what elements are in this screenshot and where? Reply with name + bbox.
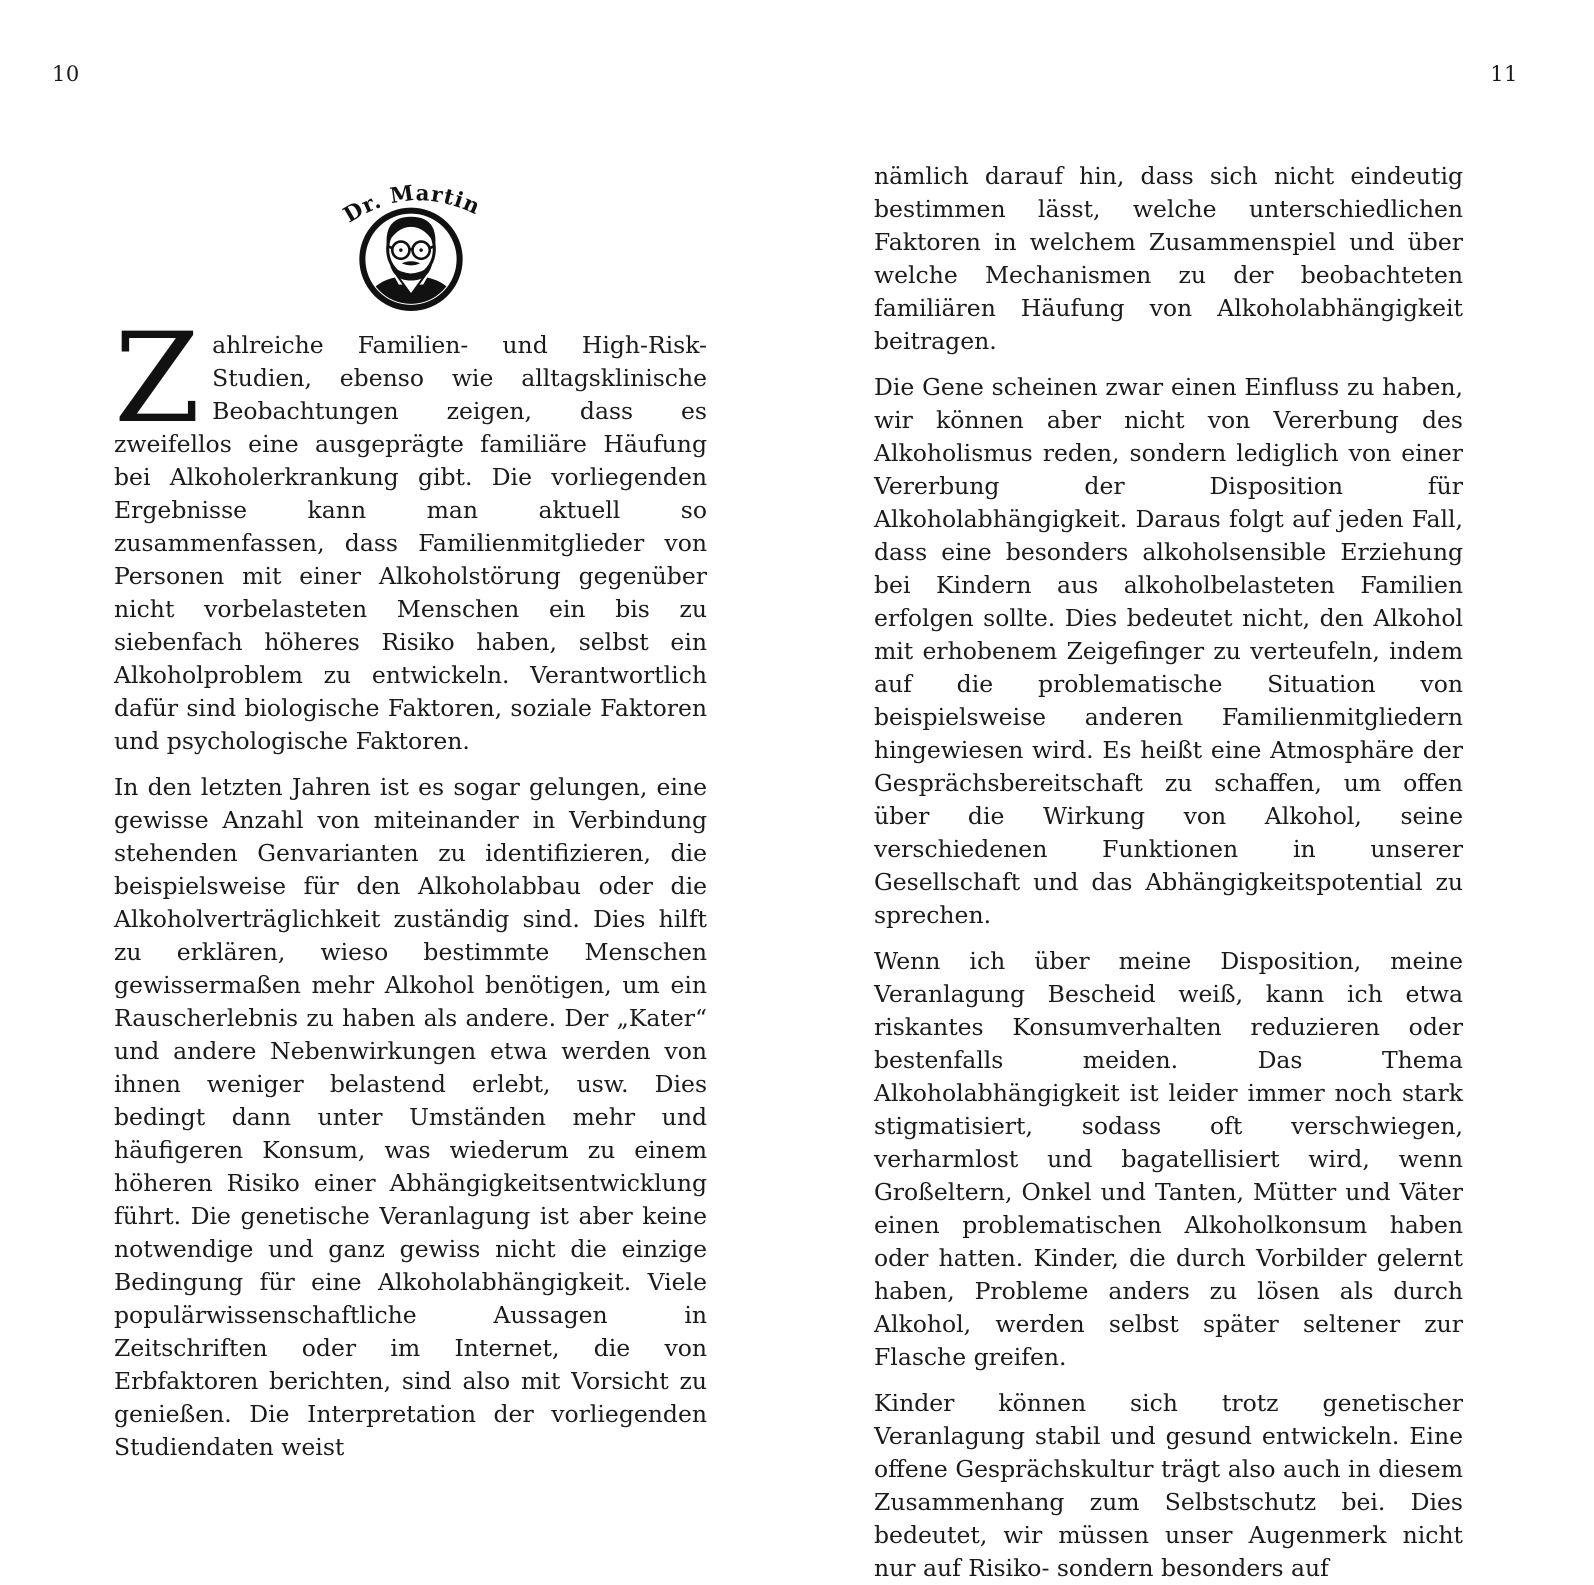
dropcap-letter: Z [114, 307, 201, 451]
paragraph-text: ahlreiche Familien- und High-Risk-Studien, ebenso wie alltagsklinische Beobachtungen zeigen, dass es zweifellos eine ausgeprägte familiäre Häufung bei Alkoholerkrankung gibt. Die vorliegenden Ergebnisse kann man aktuell so zusammenfassen, dass Familienmitglieder von Personen mit einer Alkoholstörung gegenüber nicht vorbelasteten Menschen ein bis zu siebenfach höheres Risiko haben, selbst ein Alkoholproblem zu entwickeln. Verantwortlich dafür sind biologische Faktoren, soziale Faktoren und psychologische Faktoren. [114, 331, 707, 755]
paragraph [114, 307, 707, 758]
page-number-right: 11 [1490, 62, 1518, 86]
paragraph [874, 371, 1463, 932]
dr-martin-avatar-icon [306, 162, 516, 314]
paragraph-text: Kinder können sich trotz genetischer Veranlagung stabil und gesund entwickeln. Eine offene Gesprächskultur trägt also auch in diesem Zusammenhang zum Selbstschutz bei. Dies bedeutet, wir müssen unser Augenmerk nicht nur auf Risiko- sondern besonders auf [874, 1389, 1463, 1582]
paragraph [874, 160, 1463, 358]
paragraph [114, 771, 707, 1464]
paragraph-text: In den letzten Jahren ist es sogar gelungen, eine gewisse Anzahl von miteinander in Verbindung stehenden Genvarianten zu identifizieren, die beispielsweise für den Alkoholabbau oder die Alkoholverträglichkeit zuständig sind. Dies hilft zu erklären, wieso bestimmte Menschen gewissermaßen mehr Alkohol benötigen, um ein Rauscherlebnis zu haben als andere. Der „Kater“ und andere Nebenwirkungen etwa werden von ihnen weniger belastend erlebt, usw. Dies bedingt dann unter Umständen mehr und häufigeren Konsum, was wiederum zu einem höheren Risiko einer Abhängigkeitsentwicklung führt. Die genetische Veranlagung ist aber keine notwendige und ganz gewiss nicht die einzige Bedingung für eine Alkoholabhängigkeit. Viele populärwissenschaftliche Aussagen in Zeitschriften oder im Internet, die von Erbfaktoren berichten, sind also mit Vorsicht zu genießen. Die Interpretation der vorliegenden Studiendaten weist [114, 773, 707, 1461]
paragraph [874, 945, 1463, 1374]
page-number-left: 10 [52, 62, 80, 86]
paragraph [874, 1387, 1463, 1585]
paragraph-text: Die Gene scheinen zwar einen Einfluss zu haben, wir können aber nicht von Vererbung des Alkoholismus reden, sondern lediglich von einer Vererbung der Disposition für Alkoholabhängigkeit. Daraus folgt auf jeden Fall, dass eine besonders alkoholsensible Erziehung bei Kindern aus alkoholbelasteten Familien erfolgen sollte. Dies bedeutet nicht, den Alkohol mit erhobenem Zeigefinger zu verteufeln, indem auf die problematische Situation von beispielsweise anderen Familienmitgliedern hingewiesen wird. Es heißt eine Atmosphäre der Gesprächsbereitschaft zu schaffen, um offen über die Wirkung von Alkohol, seine verschiedenen Funktionen in unserer Gesellschaft und das Abhängigkeitspotential zu sprechen. [874, 373, 1463, 929]
paragraph-text: Wenn ich über meine Disposition, meine Veranlagung Bescheid weiß, kann ich etwa riskantes Konsumverhalten reduzieren oder bestenfalls meiden. Das Thema Alkoholabhängigkeit ist leider immer noch stark stigmatisiert, sodass oft verschwiegen, verharmlost und bagatellisiert wird, wenn Großeltern, Onkel und Tanten, Mütter und Väter einen problematischen Alkoholkonsum haben oder hatten. Kinder, die durch Vorbilder gelernt haben, Probleme anders zu lösen als durch Alkohol, werden selbst später seltener zur Flasche greifen. [874, 947, 1463, 1371]
avatar-name-label: Dr. Martin [338, 180, 484, 229]
author-avatar-block [114, 162, 707, 323]
right-page-text-column [874, 160, 1463, 1585]
paragraph-text: nämlich darauf hin, dass sich nicht eindeutig bestimmen lässt, welche unterschiedlichen Faktoren in welchem Zusammenspiel und über welche Mechanismen zu der beobachteten familiären Häufung von Alkoholabhängigkeit beitragen. [874, 162, 1463, 355]
left-page-text-column [114, 162, 707, 1464]
